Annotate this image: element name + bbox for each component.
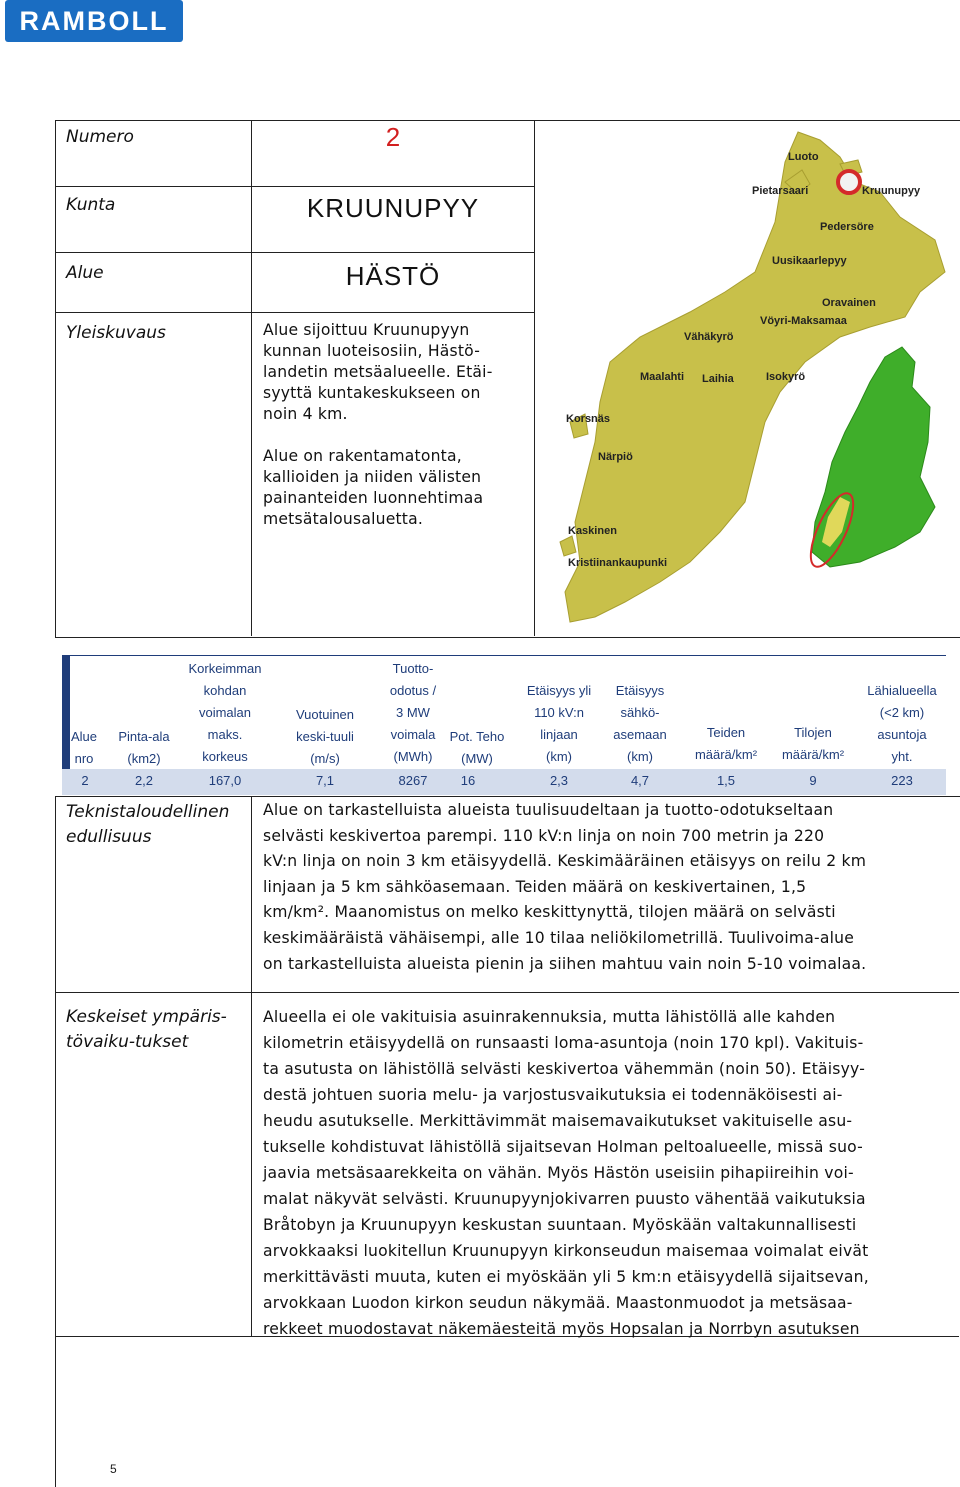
map-label: Laihia	[702, 373, 734, 385]
td-lahialue-asunnot: 223	[891, 773, 913, 788]
text-line: keskimääräistä vähäisempi, alle 10 tilaa neliökilometrillä. Tuulivoima-alue	[263, 928, 855, 947]
map-label: Närpiö	[598, 451, 633, 463]
text-line: painanteiden luonnehtimaa	[263, 489, 484, 507]
th-korkeus: Korkeimman kohdan voimalan maks. korkeus	[188, 661, 262, 764]
text-line: Alueella ei ole vakituisia asuinrakennuksia, mutta lähistöllä alle kahden	[263, 1008, 836, 1026]
text-line: linjaan ja 5 km sähköasemaan. Teiden määrä on keskivertainen, 1,5	[263, 877, 807, 896]
map-label: Uusikaarlepyy	[772, 255, 847, 267]
td-tilojen-maara: 9	[809, 773, 817, 788]
text-line: kallioiden ja niiden välisten	[263, 468, 482, 486]
area-number: 2	[385, 122, 401, 152]
location-map	[540, 122, 960, 634]
row-divider	[55, 312, 534, 313]
assessment-row-divider	[55, 992, 959, 993]
map-label: Korsnäs	[566, 413, 611, 425]
row-divider	[55, 186, 534, 187]
stats-table-header	[62, 655, 946, 770]
text-line: heudu asutukselle. Merkittävimmät maisemavaikutukset vakituiselle asu-	[263, 1112, 853, 1130]
label-alue: Alue	[66, 263, 104, 283]
td-etaisyys-linjaan: 2,3	[549, 773, 569, 788]
map-label: Vähäkyrö	[684, 331, 734, 343]
text-line: syyttä kuntakeskukseen on	[263, 384, 481, 402]
text-line: noin 4 km.	[263, 405, 348, 423]
map-label: Luoto	[788, 151, 819, 163]
label-teknistaloudellinen: Teknistaloudellinen edullisuus	[66, 802, 230, 847]
text-line: selvästi keskivertoa parempi. 110 kV:n linja on noin 700 metrin ja 220	[263, 826, 825, 845]
text-line: destä johtuen suoria melu- ja varjostusvaikutuksia ei todennäköisesti ai-	[263, 1086, 843, 1104]
site-marker	[838, 171, 860, 193]
text-line: rekkeet muodostavat näkemäesteitä myös Hopsalan ja Norrbyn asutuksen	[263, 1320, 860, 1338]
th-pinta-ala: Pinta-ala (km2)	[118, 729, 170, 766]
keskeiset-text	[263, 1004, 953, 1342]
td-alue-nro: 2	[81, 773, 89, 788]
text-line: merkittävästi muuta, kuten ei myöskään yli 5 km:n etäisyydellä sijaitsevan,	[263, 1268, 869, 1286]
td-pot-teho: 16	[460, 773, 476, 788]
th-etaisyys-sahkoasemaan: Etäisyys sähkö- asemaan (km)	[613, 683, 667, 764]
tekninen-text	[263, 798, 953, 977]
text-line: landetin metsäalueelle. Etäi-	[263, 363, 493, 381]
text-line: kilometrin etäisyydellä on runsaasti loma-asuntoja (noin 170 kpl). Vakituis-	[263, 1034, 864, 1052]
map-label: Kristiinankaupunki	[568, 557, 668, 569]
map-label: Kruunupyy	[862, 185, 921, 197]
text-line: km/km². Maanomistus on melko keskittynyttä, tilojen määrä on selvästi	[263, 903, 836, 922]
stats-table-row	[62, 769, 946, 795]
map-label: Isokyrö	[766, 371, 806, 383]
th-lahialue-asunnot: Lähialueella (<2 km) asuntoja yht.	[867, 683, 937, 764]
page-number: 5	[110, 1462, 117, 1476]
ramboll-logo: RAMBOLL	[5, 0, 183, 42]
label-keskeiset: Keskeiset ympäris-tövaiku-tukset	[66, 1007, 227, 1052]
municipality-title: KRUUNUPYY	[306, 193, 480, 223]
th-alue-nro: Alue nro	[70, 729, 98, 766]
label-yleiskuvaus: Yleiskuvaus	[66, 323, 166, 343]
td-keskituuli: 7,1	[315, 773, 335, 788]
map-label: Maalahti	[640, 371, 685, 383]
th-tuotto-odotus: Tuotto- odotus / 3 MW voimala (MWh)	[389, 661, 437, 764]
map-label: Pietarsaari	[752, 185, 809, 197]
text-line: Alue on rakentamatonta,	[263, 447, 462, 465]
map-label: Kaskinen	[568, 525, 617, 537]
text-line: metsätalousaluetta.	[263, 510, 424, 528]
td-pinta-ala: 2,2	[134, 773, 154, 788]
text-line: malat näkyvät selvästi. Kruunupyynjokivarren puusto vähentää vaikutuksia	[263, 1190, 866, 1208]
th-keskituuli: Vuotuinen keski-tuuli (m/s)	[295, 707, 355, 766]
text-line: jaavia metsäsaarekkeita on vähän. Myös Hästön useisiin pihapiireihin voi-	[263, 1164, 854, 1182]
th-teiden-maara: Teiden määrä/km²	[694, 725, 758, 762]
text-line: on tarkastelluista alueista pienin ja siihen mahtuu vain noin 5-10 voimalaa.	[263, 954, 867, 973]
th-tilojen-maara: Tilojen määrä/km²	[781, 725, 845, 762]
text-line: Alue sijoittuu Kruunupyyn	[263, 321, 470, 339]
text-line: Bråtobyn ja Kruunupyyn keskustan suuntaan. Myöskään valtakunnallisesti	[263, 1216, 857, 1234]
value-column-divider	[534, 120, 535, 636]
td-teiden-maara: 1,5	[716, 773, 736, 788]
label-numero: Numero	[66, 127, 134, 147]
text-line: kunnan luoteisosiin, Hästö-	[263, 342, 481, 360]
text-line: kV:n linja on noin 3 km etäisyydellä. Keskimääräinen etäisyys on reilu 2 km	[263, 852, 867, 871]
text-line: tukselle kohdistuvat lähistöllä sijaitsevan Holman peltoalueelle, missä suo-	[263, 1138, 864, 1156]
area-title: HÄSTÖ	[345, 261, 441, 291]
text-line: ta asutusta on lähistöllä selvästi keskivertoa vähemmän (noin 50). Etäisyy-	[263, 1060, 866, 1078]
map-label: Oravainen	[822, 297, 876, 309]
yleiskuvaus-text	[263, 320, 531, 530]
row-divider	[55, 252, 534, 253]
text-line: arvokkaan Luodon kirkon seudun näkymää. Maastonmuodot ja metsäsaa-	[263, 1294, 853, 1312]
td-tuotto-odotus: 8267	[398, 773, 428, 788]
th-etaisyys-linjaan: Etäisyys yli 110 kV:n linjaan (km)	[526, 683, 592, 764]
assessment-column-divider	[251, 796, 252, 1336]
text-line: arvokkaaksi luokitellun Kruunupyyn kirkonseudun maisemaa voimalat eivät	[263, 1242, 869, 1260]
td-etaisyys-sahkoasemaan: 4,7	[630, 773, 650, 788]
th-pot-teho: Pot. Teho (MW)	[449, 729, 505, 766]
td-korkeus: 167,0	[208, 773, 242, 788]
map-label: Pedersöre	[820, 221, 874, 233]
label-kunta: Kunta	[66, 195, 116, 215]
text-line: Alue on tarkastelluista alueista tuulisuudeltaan ja tuotto-odotukseltaan	[263, 801, 834, 819]
map-label: Vöyri-Maksamaa	[760, 315, 847, 327]
